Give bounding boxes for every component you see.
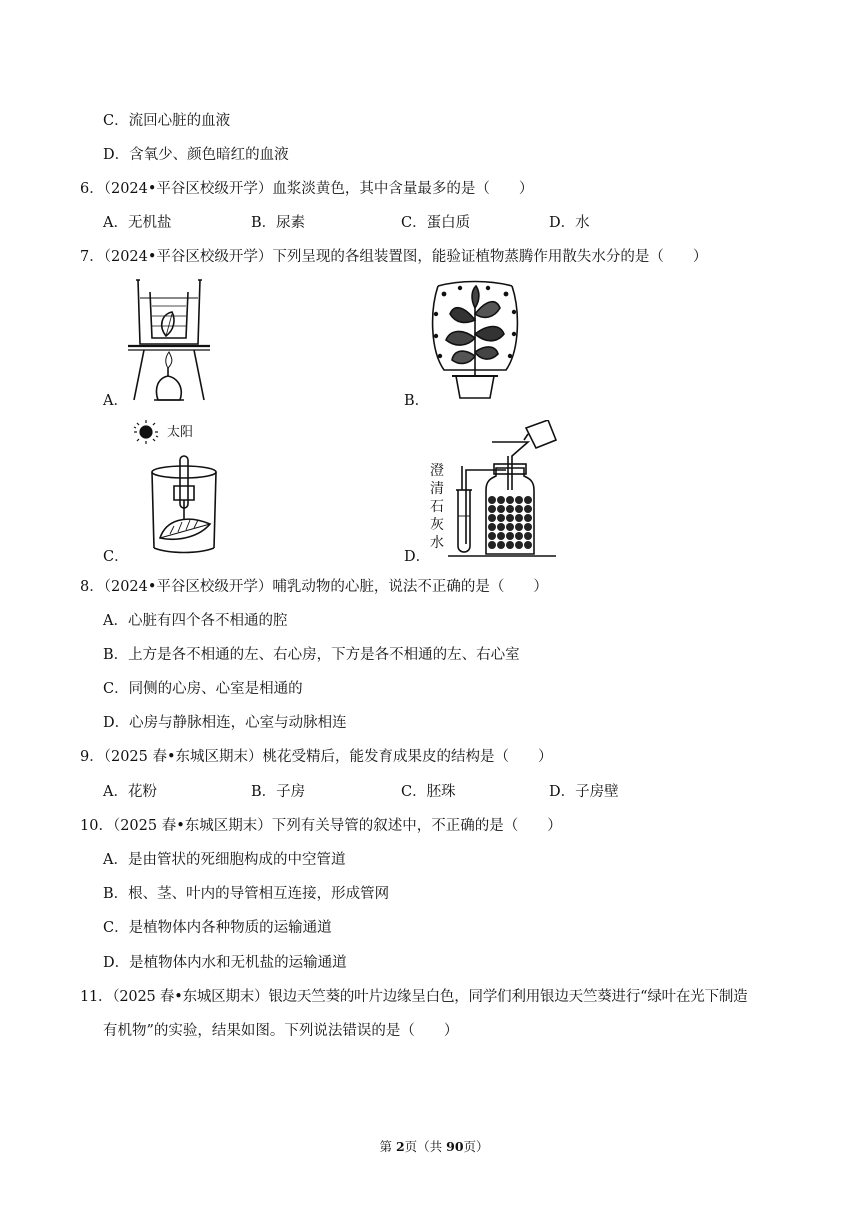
q8-option-a: A．心脏有四个各不相通的腔: [103, 613, 288, 629]
q9-option-b: B．子房: [251, 784, 306, 800]
q5-option-c: C．流回心脏的血液: [103, 113, 231, 129]
q7-label-a: A．: [103, 393, 128, 409]
footer-page-number: 2: [395, 1139, 405, 1154]
q7-figure-a-beaker-heating: [128, 278, 210, 404]
q10-option-d: D．是植物体内水和无机盐的运输通道: [103, 955, 347, 971]
q7-figure-d-char-2: 清: [430, 481, 444, 497]
q7-figure-d-char-4: 灰: [430, 517, 444, 533]
q9-option-a: A．花粉: [103, 784, 157, 800]
q7-label-d: D．: [404, 549, 431, 565]
q7-figure-d-limewater-label: [430, 462, 446, 552]
q10-option-c: C．是植物体内各种物质的运输通道: [103, 920, 332, 936]
q7-label-c: C．: [103, 549, 129, 565]
q9-option-d: D．子房壁: [549, 784, 619, 800]
q7-figure-d-char-5: 水: [430, 535, 444, 551]
q7-stem: 7．（2024•平谷区校级开学）下列呈现的各组装置图，能验证植物蒸腾作用散失水分的是（ ）: [80, 249, 708, 265]
q11-stem-line-2: 有机物”的实验，结果如图。下列说法错误的是（ ）: [103, 1023, 459, 1039]
q9-option-c: C．胚珠: [401, 784, 456, 800]
q11-stem-line-1: 11．（2025 春•东城区期末）银边天竺葵的叶片边缘呈白色，同学们利用银边天竺葵进行“绿叶在光下制造: [80, 989, 748, 1005]
footer-prefix: 第: [379, 1139, 396, 1154]
q7-figure-d-seeds: [488, 496, 532, 549]
q6-option-d: D．水: [549, 215, 590, 231]
q7-figure-d-char-1: 澄: [430, 463, 444, 479]
q5-option-d: D．含氧少、颜色暗红的血液: [103, 147, 289, 163]
q10-option-b: B．根、茎、叶内的导管相互连接，形成管网: [103, 886, 390, 902]
q6-option-c: C．蛋白质: [401, 215, 471, 231]
q6-stem: 6．（2024•平谷区校级开学）血浆淡黄色，其中含量最多的是（ ）: [80, 181, 534, 197]
q9-stem: 9．（2025 春•东城区期末）桃花受精后，能发育成果皮的结构是（ ）: [80, 749, 553, 765]
sun-icon: [134, 420, 158, 444]
page-footer: [0, 1138, 868, 1156]
q8-stem: 8．（2024•平谷区校级开学）哺乳动物的心脏，说法不正确的是（ ）: [80, 579, 548, 595]
q10-stem: 10．（2025 春•东城区期末）下列有关导管的叙述中，不正确的是（ ）: [80, 818, 562, 834]
q7-figure-c-sun-label: 太阳: [167, 425, 194, 440]
q8-option-d: D．心房与静脉相连，心室与动脉相连: [103, 715, 347, 731]
q8-option-b: B．上方是各不相通的左、右心房，下方是各不相通的左、右心室: [103, 647, 520, 663]
footer-suffix: 页）: [463, 1139, 489, 1154]
q8-option-c: C．同侧的心房、心室是相通的: [103, 681, 303, 697]
q7-label-b: B．: [404, 393, 430, 409]
q7-figure-d-seed-bottle-limewater: [448, 420, 558, 560]
q10-option-a: A．是由管状的死细胞构成的中空管道: [103, 852, 346, 868]
q7-figure-b-plant-bell-jar: [430, 280, 520, 404]
footer-mid: 页（共: [404, 1139, 447, 1154]
q6-option-a: A．无机盐: [103, 215, 172, 231]
q7-figure-d-char-3: 石: [430, 499, 444, 515]
footer-total-pages: 90: [446, 1139, 464, 1154]
q6-option-b: B．尿素: [251, 215, 306, 231]
